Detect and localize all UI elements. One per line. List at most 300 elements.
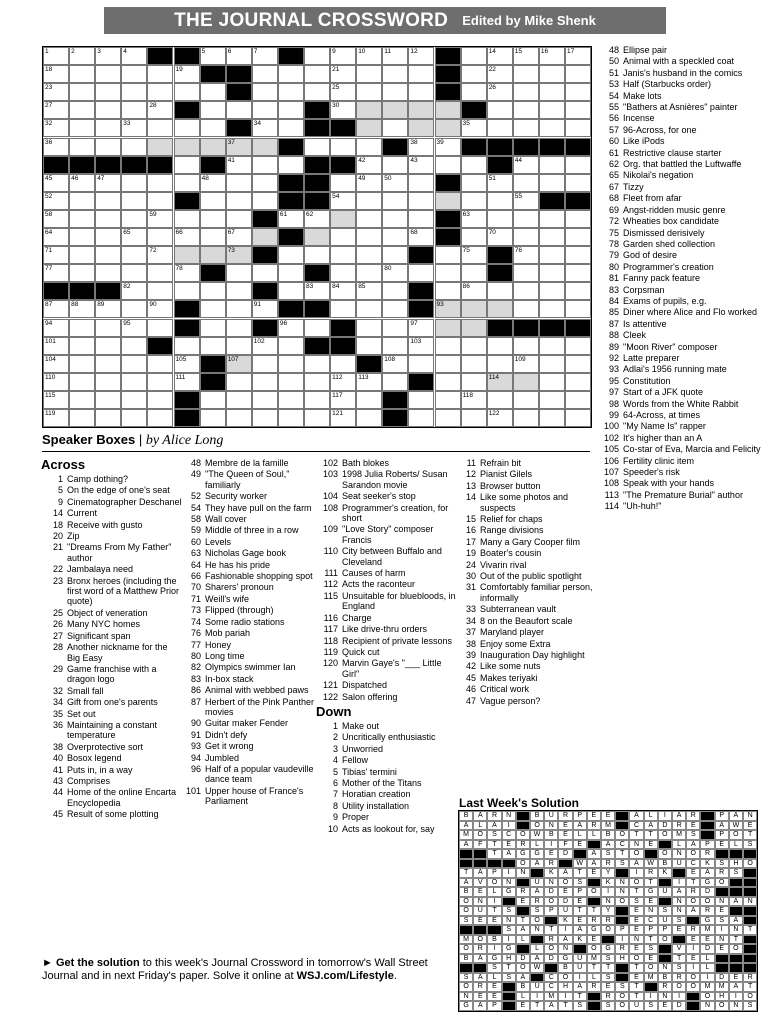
grid-cell[interactable]: [487, 228, 513, 246]
grid-cell[interactable]: [226, 409, 252, 427]
grid-cell[interactable]: [382, 210, 408, 228]
grid-cell[interactable]: [356, 138, 382, 156]
grid-cell[interactable]: [461, 282, 487, 300]
grid-cell[interactable]: [95, 337, 121, 355]
grid-cell[interactable]: [121, 355, 147, 373]
grid-cell[interactable]: [330, 409, 356, 427]
grid-cell[interactable]: [435, 264, 461, 282]
grid-cell[interactable]: [43, 337, 69, 355]
grid-cell[interactable]: [200, 409, 226, 427]
shaded-cell[interactable]: [252, 138, 278, 156]
grid-cell[interactable]: [565, 210, 591, 228]
grid-cell[interactable]: [69, 337, 95, 355]
grid-cell[interactable]: [435, 355, 461, 373]
grid-cell[interactable]: [539, 337, 565, 355]
grid-cell[interactable]: [330, 228, 356, 246]
grid-cell[interactable]: [226, 264, 252, 282]
grid-cell[interactable]: [487, 47, 513, 65]
grid-cell[interactable]: [408, 174, 434, 192]
grid-cell[interactable]: [69, 246, 95, 264]
grid-cell[interactable]: [43, 174, 69, 192]
grid-cell[interactable]: [565, 119, 591, 137]
grid-cell[interactable]: [513, 83, 539, 101]
shaded-cell[interactable]: [382, 101, 408, 119]
grid-cell[interactable]: [43, 391, 69, 409]
grid-cell[interactable]: [121, 409, 147, 427]
grid-cell[interactable]: [69, 300, 95, 318]
grid-cell[interactable]: [69, 210, 95, 228]
grid-cell[interactable]: [461, 337, 487, 355]
grid-cell[interactable]: [200, 83, 226, 101]
grid-cell[interactable]: [252, 47, 278, 65]
grid-cell[interactable]: [278, 337, 304, 355]
grid-cell[interactable]: [226, 282, 252, 300]
shaded-cell[interactable]: [200, 138, 226, 156]
grid-cell[interactable]: [147, 246, 173, 264]
grid-cell[interactable]: [95, 409, 121, 427]
grid-cell[interactable]: [330, 300, 356, 318]
grid-cell[interactable]: [174, 210, 200, 228]
grid-cell[interactable]: [174, 65, 200, 83]
grid-cell[interactable]: [330, 282, 356, 300]
grid-cell[interactable]: [278, 210, 304, 228]
grid-cell[interactable]: [408, 228, 434, 246]
grid-cell[interactable]: [121, 119, 147, 137]
grid-cell[interactable]: [43, 300, 69, 318]
grid-cell[interactable]: [356, 246, 382, 264]
grid-cell[interactable]: [95, 373, 121, 391]
grid-cell[interactable]: [252, 409, 278, 427]
grid-cell[interactable]: [43, 246, 69, 264]
grid-cell[interactable]: [226, 337, 252, 355]
grid-cell[interactable]: [278, 282, 304, 300]
grid-cell[interactable]: [461, 355, 487, 373]
grid-cell[interactable]: [356, 210, 382, 228]
shaded-cell[interactable]: [226, 138, 252, 156]
grid-cell[interactable]: [174, 282, 200, 300]
grid-cell[interactable]: [356, 47, 382, 65]
grid-cell[interactable]: [513, 264, 539, 282]
grid-cell[interactable]: [513, 282, 539, 300]
grid-cell[interactable]: [513, 192, 539, 210]
grid-cell[interactable]: [356, 373, 382, 391]
grid-cell[interactable]: [513, 337, 539, 355]
grid-cell[interactable]: [565, 174, 591, 192]
grid-cell[interactable]: [435, 373, 461, 391]
grid-cell[interactable]: [252, 65, 278, 83]
grid-cell[interactable]: [304, 373, 330, 391]
shaded-cell[interactable]: [226, 355, 252, 373]
grid-cell[interactable]: [356, 300, 382, 318]
grid-cell[interactable]: [356, 156, 382, 174]
grid-cell[interactable]: [252, 101, 278, 119]
grid-cell[interactable]: [382, 119, 408, 137]
grid-cell[interactable]: [408, 337, 434, 355]
grid-cell[interactable]: [174, 174, 200, 192]
grid-cell[interactable]: [226, 101, 252, 119]
grid-cell[interactable]: [487, 337, 513, 355]
footer-link[interactable]: WSJ.com/Lifestyle: [296, 970, 394, 982]
grid-cell[interactable]: [487, 83, 513, 101]
shaded-cell[interactable]: [487, 373, 513, 391]
grid-cell[interactable]: [69, 83, 95, 101]
grid-cell[interactable]: [356, 409, 382, 427]
grid-cell[interactable]: [95, 246, 121, 264]
grid-cell[interactable]: [461, 65, 487, 83]
grid-cell[interactable]: [330, 192, 356, 210]
grid-cell[interactable]: [174, 156, 200, 174]
grid-cell[interactable]: [408, 210, 434, 228]
grid-cell[interactable]: [461, 47, 487, 65]
grid-cell[interactable]: [330, 138, 356, 156]
grid-cell[interactable]: [382, 192, 408, 210]
grid-cell[interactable]: [565, 65, 591, 83]
grid-cell[interactable]: [278, 119, 304, 137]
grid-cell[interactable]: [147, 83, 173, 101]
grid-cell[interactable]: [121, 246, 147, 264]
grid-cell[interactable]: [565, 300, 591, 318]
grid-cell[interactable]: [174, 83, 200, 101]
grid-cell[interactable]: [95, 83, 121, 101]
grid-cell[interactable]: [565, 409, 591, 427]
grid-cell[interactable]: [382, 264, 408, 282]
grid-cell[interactable]: [278, 355, 304, 373]
grid-cell[interactable]: [487, 119, 513, 137]
grid-cell[interactable]: [408, 83, 434, 101]
grid-cell[interactable]: [565, 47, 591, 65]
shaded-cell[interactable]: [174, 138, 200, 156]
grid-cell[interactable]: [565, 373, 591, 391]
grid-cell[interactable]: [565, 246, 591, 264]
grid-cell[interactable]: [356, 228, 382, 246]
grid-cell[interactable]: [435, 138, 461, 156]
grid-cell[interactable]: [513, 210, 539, 228]
grid-cell[interactable]: [200, 391, 226, 409]
grid-cell[interactable]: [408, 355, 434, 373]
grid-cell[interactable]: [539, 119, 565, 137]
grid-cell[interactable]: [43, 228, 69, 246]
grid-cell[interactable]: [330, 246, 356, 264]
grid-cell[interactable]: [121, 192, 147, 210]
grid-cell[interactable]: [121, 282, 147, 300]
grid-cell[interactable]: [69, 192, 95, 210]
shaded-cell[interactable]: [226, 246, 252, 264]
grid-cell[interactable]: [43, 409, 69, 427]
grid-cell[interactable]: [435, 282, 461, 300]
grid-cell[interactable]: [278, 391, 304, 409]
grid-cell[interactable]: [513, 47, 539, 65]
grid-cell[interactable]: [278, 373, 304, 391]
grid-cell[interactable]: [121, 373, 147, 391]
grid-cell[interactable]: [174, 373, 200, 391]
grid-cell[interactable]: [95, 192, 121, 210]
grid-cell[interactable]: [226, 319, 252, 337]
grid-cell[interactable]: [565, 156, 591, 174]
grid-cell[interactable]: [278, 264, 304, 282]
grid-cell[interactable]: [356, 83, 382, 101]
grid-cell[interactable]: [147, 264, 173, 282]
grid-cell[interactable]: [565, 391, 591, 409]
grid-cell[interactable]: [252, 83, 278, 101]
grid-cell[interactable]: [539, 373, 565, 391]
grid-cell[interactable]: [565, 264, 591, 282]
grid-cell[interactable]: [278, 83, 304, 101]
grid-cell[interactable]: [539, 174, 565, 192]
grid-cell[interactable]: [147, 210, 173, 228]
grid-cell[interactable]: [539, 300, 565, 318]
grid-cell[interactable]: [461, 373, 487, 391]
grid-cell[interactable]: [69, 319, 95, 337]
shaded-cell[interactable]: [304, 228, 330, 246]
grid-cell[interactable]: [69, 391, 95, 409]
grid-cell[interactable]: [69, 355, 95, 373]
grid-cell[interactable]: [513, 156, 539, 174]
grid-cell[interactable]: [539, 355, 565, 373]
shaded-cell[interactable]: [435, 319, 461, 337]
grid-cell[interactable]: [43, 355, 69, 373]
grid-cell[interactable]: [226, 373, 252, 391]
grid-cell[interactable]: [43, 210, 69, 228]
grid-cell[interactable]: [487, 282, 513, 300]
grid-cell[interactable]: [121, 264, 147, 282]
grid-cell[interactable]: [43, 373, 69, 391]
grid-cell[interactable]: [200, 174, 226, 192]
grid-cell[interactable]: [95, 319, 121, 337]
grid-cell[interactable]: [252, 300, 278, 318]
grid-cell[interactable]: [382, 156, 408, 174]
grid-cell[interactable]: [513, 119, 539, 137]
grid-cell[interactable]: [252, 264, 278, 282]
grid-cell[interactable]: [408, 391, 434, 409]
grid-cell[interactable]: [487, 192, 513, 210]
grid-cell[interactable]: [487, 409, 513, 427]
grid-cell[interactable]: [43, 119, 69, 137]
grid-cell[interactable]: [252, 119, 278, 137]
grid-cell[interactable]: [226, 156, 252, 174]
grid-cell[interactable]: [435, 246, 461, 264]
grid-cell[interactable]: [69, 119, 95, 137]
grid-cell[interactable]: [174, 355, 200, 373]
grid-cell[interactable]: [487, 355, 513, 373]
grid-cell[interactable]: [356, 337, 382, 355]
grid-cell[interactable]: [252, 174, 278, 192]
grid-cell[interactable]: [278, 101, 304, 119]
grid-cell[interactable]: [252, 337, 278, 355]
grid-cell[interactable]: [435, 337, 461, 355]
grid-cell[interactable]: [408, 156, 434, 174]
grid-cell[interactable]: [565, 282, 591, 300]
grid-cell[interactable]: [356, 282, 382, 300]
grid-cell[interactable]: [95, 138, 121, 156]
grid-cell[interactable]: [356, 174, 382, 192]
grid-cell[interactable]: [43, 47, 69, 65]
grid-cell[interactable]: [121, 391, 147, 409]
grid-cell[interactable]: [200, 119, 226, 137]
grid-cell[interactable]: [304, 355, 330, 373]
grid-cell[interactable]: [461, 409, 487, 427]
grid-cell[interactable]: [356, 391, 382, 409]
grid-cell[interactable]: [513, 101, 539, 119]
grid-cell[interactable]: [461, 391, 487, 409]
grid-cell[interactable]: [43, 264, 69, 282]
grid-cell[interactable]: [226, 210, 252, 228]
grid-cell[interactable]: [304, 409, 330, 427]
grid-cell[interactable]: [539, 264, 565, 282]
grid-cell[interactable]: [147, 65, 173, 83]
grid-cell[interactable]: [487, 65, 513, 83]
grid-cell[interactable]: [330, 355, 356, 373]
grid-cell[interactable]: [330, 83, 356, 101]
grid-cell[interactable]: [304, 65, 330, 83]
grid-cell[interactable]: [43, 83, 69, 101]
grid-cell[interactable]: [330, 101, 356, 119]
grid-cell[interactable]: [330, 65, 356, 83]
grid-cell[interactable]: [487, 391, 513, 409]
grid-cell[interactable]: [539, 65, 565, 83]
shaded-cell[interactable]: [435, 119, 461, 137]
grid-cell[interactable]: [304, 83, 330, 101]
grid-cell[interactable]: [382, 228, 408, 246]
grid-cell[interactable]: [121, 337, 147, 355]
grid-cell[interactable]: [69, 264, 95, 282]
grid-cell[interactable]: [69, 373, 95, 391]
grid-cell[interactable]: [565, 228, 591, 246]
shaded-cell[interactable]: [461, 319, 487, 337]
grid-cell[interactable]: [330, 264, 356, 282]
grid-cell[interactable]: [69, 65, 95, 83]
grid-cell[interactable]: [513, 391, 539, 409]
grid-cell[interactable]: [435, 156, 461, 174]
grid-cell[interactable]: [43, 319, 69, 337]
grid-cell[interactable]: [147, 355, 173, 373]
grid-cell[interactable]: [304, 282, 330, 300]
grid-cell[interactable]: [356, 65, 382, 83]
grid-cell[interactable]: [121, 47, 147, 65]
grid-cell[interactable]: [539, 409, 565, 427]
grid-cell[interactable]: [121, 65, 147, 83]
shaded-cell[interactable]: [435, 300, 461, 318]
grid-cell[interactable]: [69, 409, 95, 427]
grid-cell[interactable]: [461, 156, 487, 174]
grid-cell[interactable]: [226, 174, 252, 192]
grid-cell[interactable]: [382, 337, 408, 355]
grid-cell[interactable]: [513, 300, 539, 318]
grid-cell[interactable]: [539, 156, 565, 174]
grid-cell[interactable]: [565, 337, 591, 355]
grid-cell[interactable]: [382, 246, 408, 264]
shaded-cell[interactable]: [435, 101, 461, 119]
shaded-cell[interactable]: [461, 300, 487, 318]
grid-cell[interactable]: [147, 192, 173, 210]
grid-cell[interactable]: [200, 47, 226, 65]
grid-cell[interactable]: [382, 83, 408, 101]
grid-cell[interactable]: [69, 138, 95, 156]
grid-cell[interactable]: [147, 391, 173, 409]
grid-cell[interactable]: [43, 65, 69, 83]
shaded-cell[interactable]: [330, 210, 356, 228]
grid-cell[interactable]: [200, 300, 226, 318]
grid-cell[interactable]: [487, 210, 513, 228]
grid-cell[interactable]: [69, 174, 95, 192]
grid-cell[interactable]: [174, 264, 200, 282]
grid-cell[interactable]: [95, 228, 121, 246]
crossword-grid[interactable]: [42, 46, 592, 428]
grid-cell[interactable]: [513, 228, 539, 246]
grid-cell[interactable]: [95, 119, 121, 137]
shaded-cell[interactable]: [356, 101, 382, 119]
grid-cell[interactable]: [408, 264, 434, 282]
grid-cell[interactable]: [539, 83, 565, 101]
grid-cell[interactable]: [304, 138, 330, 156]
grid-cell[interactable]: [226, 300, 252, 318]
shaded-cell[interactable]: [252, 228, 278, 246]
grid-cell[interactable]: [382, 355, 408, 373]
grid-cell[interactable]: [174, 119, 200, 137]
grid-cell[interactable]: [121, 210, 147, 228]
shaded-cell[interactable]: [200, 246, 226, 264]
grid-cell[interactable]: [539, 210, 565, 228]
grid-cell[interactable]: [513, 174, 539, 192]
grid-cell[interactable]: [252, 373, 278, 391]
grid-cell[interactable]: [252, 355, 278, 373]
grid-cell[interactable]: [487, 174, 513, 192]
grid-cell[interactable]: [513, 409, 539, 427]
grid-cell[interactable]: [226, 391, 252, 409]
grid-cell[interactable]: [43, 192, 69, 210]
grid-cell[interactable]: [539, 282, 565, 300]
grid-cell[interactable]: [252, 192, 278, 210]
grid-cell[interactable]: [461, 119, 487, 137]
grid-cell[interactable]: [382, 373, 408, 391]
grid-cell[interactable]: [382, 319, 408, 337]
grid-cell[interactable]: [461, 246, 487, 264]
grid-cell[interactable]: [174, 337, 200, 355]
grid-cell[interactable]: [147, 282, 173, 300]
grid-cell[interactable]: [539, 228, 565, 246]
grid-cell[interactable]: [69, 47, 95, 65]
grid-cell[interactable]: [226, 228, 252, 246]
grid-cell[interactable]: [278, 156, 304, 174]
grid-cell[interactable]: [200, 210, 226, 228]
grid-cell[interactable]: [304, 210, 330, 228]
grid-cell[interactable]: [513, 65, 539, 83]
grid-cell[interactable]: [408, 138, 434, 156]
grid-cell[interactable]: [226, 192, 252, 210]
grid-cell[interactable]: [382, 282, 408, 300]
grid-cell[interactable]: [121, 138, 147, 156]
grid-cell[interactable]: [200, 337, 226, 355]
grid-cell[interactable]: [565, 83, 591, 101]
grid-cell[interactable]: [200, 282, 226, 300]
grid-cell[interactable]: [330, 47, 356, 65]
grid-cell[interactable]: [382, 174, 408, 192]
grid-cell[interactable]: [539, 246, 565, 264]
grid-cell[interactable]: [278, 246, 304, 264]
grid-cell[interactable]: [95, 210, 121, 228]
grid-cell[interactable]: [304, 47, 330, 65]
shaded-cell[interactable]: [356, 119, 382, 137]
grid-cell[interactable]: [121, 319, 147, 337]
grid-cell[interactable]: [200, 228, 226, 246]
grid-cell[interactable]: [304, 246, 330, 264]
grid-cell[interactable]: [95, 391, 121, 409]
grid-cell[interactable]: [565, 355, 591, 373]
grid-cell[interactable]: [147, 409, 173, 427]
grid-cell[interactable]: [200, 101, 226, 119]
shaded-cell[interactable]: [487, 300, 513, 318]
shaded-cell[interactable]: [147, 138, 173, 156]
grid-cell[interactable]: [461, 83, 487, 101]
